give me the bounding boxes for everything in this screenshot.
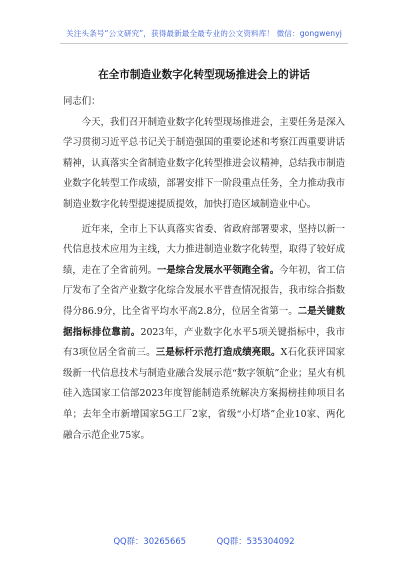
document-title: 在全市制造业数字化转型现场推进会上的讲话 <box>98 69 310 81</box>
footer-qq-group-1: QQ群：30265665 <box>113 536 186 546</box>
paragraph-2-text-1: 近年来，全市上下认真落实省委、省政府部署要求，坚持以新一代信息技术应用为主线，大力推进制造业数字化转型，取得了较好成绩，走在了全省前列。 <box>63 223 345 276</box>
highlight-point-1: 一是综合发展水平领跑全省。 <box>157 264 280 276</box>
paragraph-2-text-3: 2023年，产业数字化水平5项关键指标中，我市有3项位居全省前三。 <box>63 326 345 359</box>
paragraph-2-text-2: 今年初，省工信厅发布了全省产业数字化综合发展水平普查情况报告，我市综合指数得分86.9分，比全省平均水平高2.8分，位居全省第一。 <box>63 264 345 317</box>
highlight-point-2: 二是关键数据指标排位靠前。 <box>63 305 345 338</box>
paragraph-1: 今天，我们召开制造业数字化转型现场推进会，主要任务是深入学习贯彻习近平总书记关于制造强国的重要论述和考察江西重要讲话精神，认真落实全省制造业数字化转型推进会议精神，总结我市制造业数字化转型工作成绩，部署安排下一阶段重点任务，全力推动我市制造业数字化转型提速提质提效，加快打造区域制造业中心。 <box>63 116 345 210</box>
salutation: 同志们： <box>63 96 101 107</box>
paragraph-2-text-4: X石化获评国家级新一代信息技术与制造业融合发展示范“数字领航”企业；星火有机硅入选国家工信部2023年度智能制造系统解决方案揭榜挂帅项目名单；去年全市新增国家5G工厂2家，省级“小灯塔”企业10家、两化融合示范企业75家。 <box>63 347 345 441</box>
footer-qq-group-2: QQ群：535304092 <box>216 536 295 546</box>
header-divider <box>60 43 348 44</box>
header-promo-note: 关注头条号“公文研究”，获得最新最全最专业的公文资料库！ 微信：gongwenyj <box>66 29 342 38</box>
footer-contacts <box>0 535 408 547</box>
paragraph-2 <box>63 220 345 447</box>
document-body <box>63 92 345 446</box>
highlight-point-3: 三是标杆示范打造成绩亮眼。 <box>155 347 281 359</box>
